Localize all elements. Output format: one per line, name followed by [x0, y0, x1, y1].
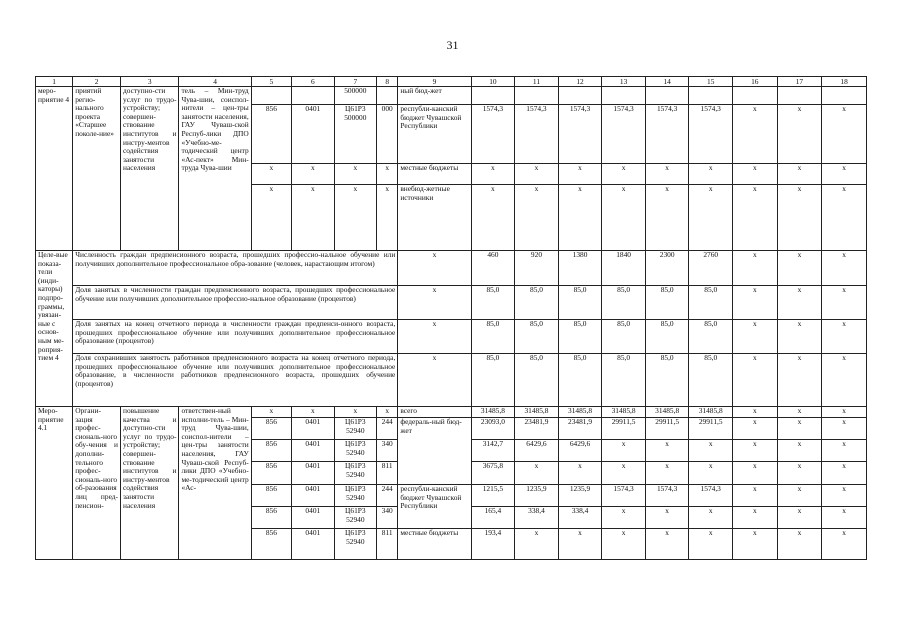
value-cell: 6429,6: [515, 440, 559, 462]
table-cell: x: [251, 164, 291, 185]
value-cell: x: [645, 440, 689, 462]
value-cell: 31485,8: [689, 407, 733, 418]
value-cell: x: [733, 185, 778, 251]
table-cell: 856: [251, 418, 291, 440]
measure-name-cell: приятий регио-нального проекта «Старшее поколе-ние»: [73, 87, 121, 251]
table-cell: 0401: [292, 507, 335, 529]
col-header: 17: [777, 77, 822, 87]
table-cell: x: [334, 164, 377, 185]
table-cell: x: [377, 407, 398, 418]
table-cell: [377, 87, 398, 105]
value-cell: 85,0: [515, 354, 559, 407]
value-cell: x: [558, 185, 602, 251]
value-cell: x: [689, 164, 733, 185]
value-cell: x: [822, 105, 867, 164]
value-cell: 1215,5: [471, 485, 515, 507]
value-cell: 29911,5: [602, 418, 646, 440]
value-cell: 31485,8: [515, 407, 559, 418]
value-cell: x: [777, 320, 822, 354]
value-cell: x: [733, 164, 778, 185]
value-cell: x: [822, 462, 867, 485]
value-cell: 29911,5: [645, 418, 689, 440]
value-cell: 2760: [689, 251, 733, 286]
expected-result-cell: доступно-сти услуг по трудо-устройству; совершен-ствование институтов и инстру-ментов содействия занятости населения: [121, 87, 179, 251]
value-cell: 23093,0: [471, 418, 515, 440]
table-cell: 811: [377, 529, 398, 560]
value-cell: x: [645, 185, 689, 251]
value-cell: x: [733, 251, 778, 286]
funding-source-cell: местные бюджеты: [398, 529, 471, 560]
value-cell: 85,0: [645, 320, 689, 354]
funding-source-cell: внебюд-жетные источники: [398, 185, 471, 251]
value-cell: x: [822, 185, 867, 251]
value-cell: 1574,3: [602, 485, 646, 507]
indicator-text-cell: Доля сохранивших занятость работников предпенсионного возраста на конец отчетного периода, прошедших профессиональное обучение или получивших дополнительное профессиональное образование, в численности работников предпенсионного возраста, прошедших обучение (процентов): [73, 354, 398, 407]
col-header: 11: [515, 77, 559, 87]
table-cell: 0401: [292, 440, 335, 462]
col-header: 4: [179, 77, 251, 87]
value-cell: [515, 87, 559, 105]
value-cell: [645, 87, 689, 105]
value-cell: 29911,5: [689, 418, 733, 440]
table-cell: 500000: [334, 87, 377, 105]
value-cell: 1235,9: [558, 485, 602, 507]
value-cell: 6429,6: [558, 440, 602, 462]
value-cell: 2300: [645, 251, 689, 286]
value-cell: x: [645, 462, 689, 485]
value-cell: 85,0: [558, 286, 602, 320]
table-cell: x: [292, 164, 335, 185]
value-cell: 85,0: [645, 354, 689, 407]
table-cell: 0401: [292, 418, 335, 440]
table-cell: 0401: [292, 529, 335, 560]
indicator-row: [36, 354, 867, 407]
col-header: 8: [377, 77, 398, 87]
value-cell: x: [733, 407, 778, 418]
table-cell: 856: [251, 529, 291, 560]
value-cell: x: [822, 418, 867, 440]
value-cell: x: [822, 320, 867, 354]
value-cell: x: [515, 164, 559, 185]
value-cell: x: [777, 185, 822, 251]
table-cell: 856: [251, 485, 291, 507]
value-cell: x: [777, 164, 822, 185]
col-header: 1: [36, 77, 73, 87]
col-header: 12: [558, 77, 602, 87]
funding-source-cell: республи-канский бюджет Чувашской Республики: [398, 485, 471, 529]
value-cell: 85,0: [471, 354, 515, 407]
table-cell: Ц61P3 52940: [334, 462, 377, 485]
value-cell: 920: [515, 251, 559, 286]
value-cell: x: [733, 462, 778, 485]
funding-source-cell: ный бюд-жет: [398, 87, 471, 105]
value-cell: x: [689, 440, 733, 462]
value-cell: x: [733, 507, 778, 529]
funding-source-cell: всего: [398, 407, 471, 418]
value-cell: x: [777, 418, 822, 440]
table-row: [36, 407, 867, 418]
value-cell: x: [645, 507, 689, 529]
table-cell: [292, 87, 335, 105]
value-cell: 460: [471, 251, 515, 286]
value-cell: x: [689, 462, 733, 485]
col-header: 3: [121, 77, 179, 87]
table-cell: x: [334, 185, 377, 251]
value-cell: [602, 87, 646, 105]
value-cell: x: [515, 185, 559, 251]
table-cell: 856: [251, 105, 291, 164]
value-cell: x: [602, 462, 646, 485]
value-cell: [471, 87, 515, 105]
value-cell: [777, 87, 822, 105]
value-cell: 1380: [558, 251, 602, 286]
table-cell: x: [377, 185, 398, 251]
value-cell: x: [777, 286, 822, 320]
table-cell: x: [334, 407, 377, 418]
value-cell: x: [733, 440, 778, 462]
value-cell: 23481,9: [558, 418, 602, 440]
col-header: 5: [251, 77, 291, 87]
value-cell: x: [602, 529, 646, 560]
value-cell: 85,0: [602, 286, 646, 320]
value-cell: 31485,8: [602, 407, 646, 418]
funding-source-cell: местные бюджеты: [398, 164, 471, 185]
col-header: 14: [645, 77, 689, 87]
table-cell: x: [398, 286, 471, 320]
value-cell: [558, 87, 602, 105]
value-cell: 85,0: [689, 354, 733, 407]
value-cell: x: [602, 164, 646, 185]
table-row: [36, 87, 867, 105]
value-cell: 85,0: [471, 320, 515, 354]
value-cell: 338,4: [515, 507, 559, 529]
value-cell: 85,0: [558, 320, 602, 354]
table-cell: x: [398, 320, 471, 354]
indicator-row: [36, 320, 867, 354]
value-cell: 1574,3: [645, 485, 689, 507]
value-cell: x: [822, 485, 867, 507]
expected-result-cell: повышение качества и доступно-сти услуг по трудо-устройству; совершен-ствование институтов и инстру-ментов содействия занятости населения: [121, 407, 179, 560]
value-cell: 1235,9: [515, 485, 559, 507]
value-cell: [822, 87, 867, 105]
value-cell: 23481,9: [515, 418, 559, 440]
measure-number-cell: Меро-приятие 4.1: [36, 407, 73, 560]
table-cell: 0401: [292, 485, 335, 507]
table-cell: x: [377, 164, 398, 185]
value-cell: x: [689, 507, 733, 529]
value-cell: x: [515, 462, 559, 485]
value-cell: 1574,3: [558, 105, 602, 164]
value-cell: 31485,8: [558, 407, 602, 418]
value-cell: x: [822, 286, 867, 320]
value-cell: x: [645, 529, 689, 560]
table-cell: Ц61P3 52940: [334, 418, 377, 440]
value-cell: x: [558, 529, 602, 560]
header-row: [36, 77, 867, 87]
table-cell: x: [398, 251, 471, 286]
value-cell: x: [733, 485, 778, 507]
col-header: 13: [602, 77, 646, 87]
value-cell: x: [777, 529, 822, 560]
indicator-text-cell: Доля занятых на конец отчетного периода в численности граждан предпенси-онного возраста, прошедших профессиональное обучение или получивших дополнительное профессиональное образование (процентов): [73, 320, 398, 354]
table-cell: Ц61P3 500000: [334, 105, 377, 164]
value-cell: x: [471, 185, 515, 251]
value-cell: x: [602, 440, 646, 462]
table-cell: 244: [377, 485, 398, 507]
table-cell: x: [251, 407, 291, 418]
table-cell: x: [292, 185, 335, 251]
value-cell: 31485,8: [645, 407, 689, 418]
table-cell: 000: [377, 105, 398, 164]
table-cell: 856: [251, 440, 291, 462]
value-cell: 85,0: [689, 320, 733, 354]
col-header: 7: [334, 77, 377, 87]
measure-number-cell: меро-приятие 4: [36, 87, 73, 251]
value-cell: x: [777, 251, 822, 286]
indicator-text-cell: Численность граждан предпенсионного возраста, прошедших профессио-нальное обучение или получивших дополнительное профессиональное обра-зование (человек, нарастающим итогом): [73, 251, 398, 286]
value-cell: 85,0: [515, 286, 559, 320]
value-cell: 85,0: [515, 320, 559, 354]
table-cell: [251, 87, 291, 105]
value-cell: x: [515, 529, 559, 560]
value-cell: [733, 87, 778, 105]
value-cell: x: [822, 354, 867, 407]
indicators-label-cell: Целе-вые показа-тели (инди-каторы) подпро-граммы, увязан-ные с основ-ным ме-роприя-тием 4: [36, 251, 73, 407]
value-cell: x: [645, 164, 689, 185]
value-cell: [689, 87, 733, 105]
budget-table: [35, 76, 867, 560]
table-cell: 856: [251, 507, 291, 529]
value-cell: x: [733, 105, 778, 164]
value-cell: x: [777, 440, 822, 462]
value-cell: x: [733, 354, 778, 407]
table-cell: Ц61P3 52940: [334, 485, 377, 507]
value-cell: x: [733, 529, 778, 560]
indicator-row: [36, 286, 867, 320]
value-cell: 31485,8: [471, 407, 515, 418]
value-cell: 1840: [602, 251, 646, 286]
value-cell: 85,0: [602, 354, 646, 407]
funding-source-cell: республи-канский бюджет Чувашской Республики: [398, 105, 471, 164]
value-cell: 1574,3: [515, 105, 559, 164]
value-cell: 85,0: [645, 286, 689, 320]
value-cell: 1574,3: [689, 105, 733, 164]
value-cell: 1574,3: [689, 485, 733, 507]
table-cell: Ц61P3 52940: [334, 529, 377, 560]
measure-name-cell: Органи-зация профес-сиональ-ного обу-чения и дополни-тельного профес-сиональ-ного об-разования лиц пред-пенсион-: [73, 407, 121, 560]
table-cell: 811: [377, 462, 398, 485]
table-cell: x: [292, 407, 335, 418]
table-cell: x: [251, 185, 291, 251]
value-cell: 85,0: [558, 354, 602, 407]
value-cell: x: [733, 286, 778, 320]
table-cell: Ц61P3 52940: [334, 440, 377, 462]
value-cell: x: [689, 529, 733, 560]
value-cell: x: [777, 485, 822, 507]
col-header: 16: [733, 77, 778, 87]
value-cell: x: [777, 105, 822, 164]
indicator-text-cell: Доля занятых в численности граждан предпенсионного возраста, прошедших профессиональное обучение или получивших дополнительное профессио-нальное образование (процентов): [73, 286, 398, 320]
value-cell: x: [822, 529, 867, 560]
value-cell: 165,4: [471, 507, 515, 529]
value-cell: x: [602, 185, 646, 251]
value-cell: x: [822, 440, 867, 462]
value-cell: 1574,3: [602, 105, 646, 164]
value-cell: x: [822, 251, 867, 286]
value-cell: x: [822, 164, 867, 185]
value-cell: 3675,8: [471, 462, 515, 485]
value-cell: x: [558, 462, 602, 485]
value-cell: x: [822, 407, 867, 418]
col-header: 6: [292, 77, 335, 87]
value-cell: x: [777, 462, 822, 485]
value-cell: 85,0: [471, 286, 515, 320]
value-cell: x: [471, 164, 515, 185]
executor-cell: тель – Мин-труд Чува-шии, соиспол-нители – цен-тры занятости населения, ГАУ Чуваш-ской Респуб-лики ДПО «Учебно-ме-тодический центр «Ас-пект» Мин-труда Чува-шии: [179, 87, 251, 251]
value-cell: 193,4: [471, 529, 515, 560]
value-cell: x: [602, 507, 646, 529]
value-cell: 1574,3: [471, 105, 515, 164]
table-cell: 244: [377, 418, 398, 440]
col-header: 10: [471, 77, 515, 87]
table-cell: 340: [377, 507, 398, 529]
value-cell: x: [689, 185, 733, 251]
table-cell: x: [398, 354, 471, 407]
value-cell: x: [822, 507, 867, 529]
value-cell: x: [777, 507, 822, 529]
indicator-row: [36, 251, 867, 286]
value-cell: x: [558, 164, 602, 185]
col-header: 15: [689, 77, 733, 87]
executor-cell: ответствен-ный исполни-тель – Мин-труд Чува-шии, соиспол-нители – цен-тры занятости населения, ГАУ Чуваш-ской Респуб-лики ДПО «Учебно-ме-тодический центр «Ас-: [179, 407, 251, 560]
value-cell: x: [733, 320, 778, 354]
col-header: 2: [73, 77, 121, 87]
value-cell: x: [733, 418, 778, 440]
value-cell: 3142,7: [471, 440, 515, 462]
table-cell: 856: [251, 462, 291, 485]
col-header: 9: [398, 77, 471, 87]
table-cell: 0401: [292, 105, 335, 164]
funding-source-cell: федераль-ный бюд-жет: [398, 418, 471, 485]
table-cell: 0401: [292, 462, 335, 485]
value-cell: 85,0: [602, 320, 646, 354]
value-cell: x: [777, 354, 822, 407]
col-header: 18: [822, 77, 867, 87]
table-cell: 340: [377, 440, 398, 462]
page-number: 31: [446, 38, 459, 52]
value-cell: x: [777, 407, 822, 418]
value-cell: 1574,3: [645, 105, 689, 164]
table-cell: Ц61P3 52940: [334, 507, 377, 529]
value-cell: 85,0: [689, 286, 733, 320]
value-cell: 338,4: [558, 507, 602, 529]
